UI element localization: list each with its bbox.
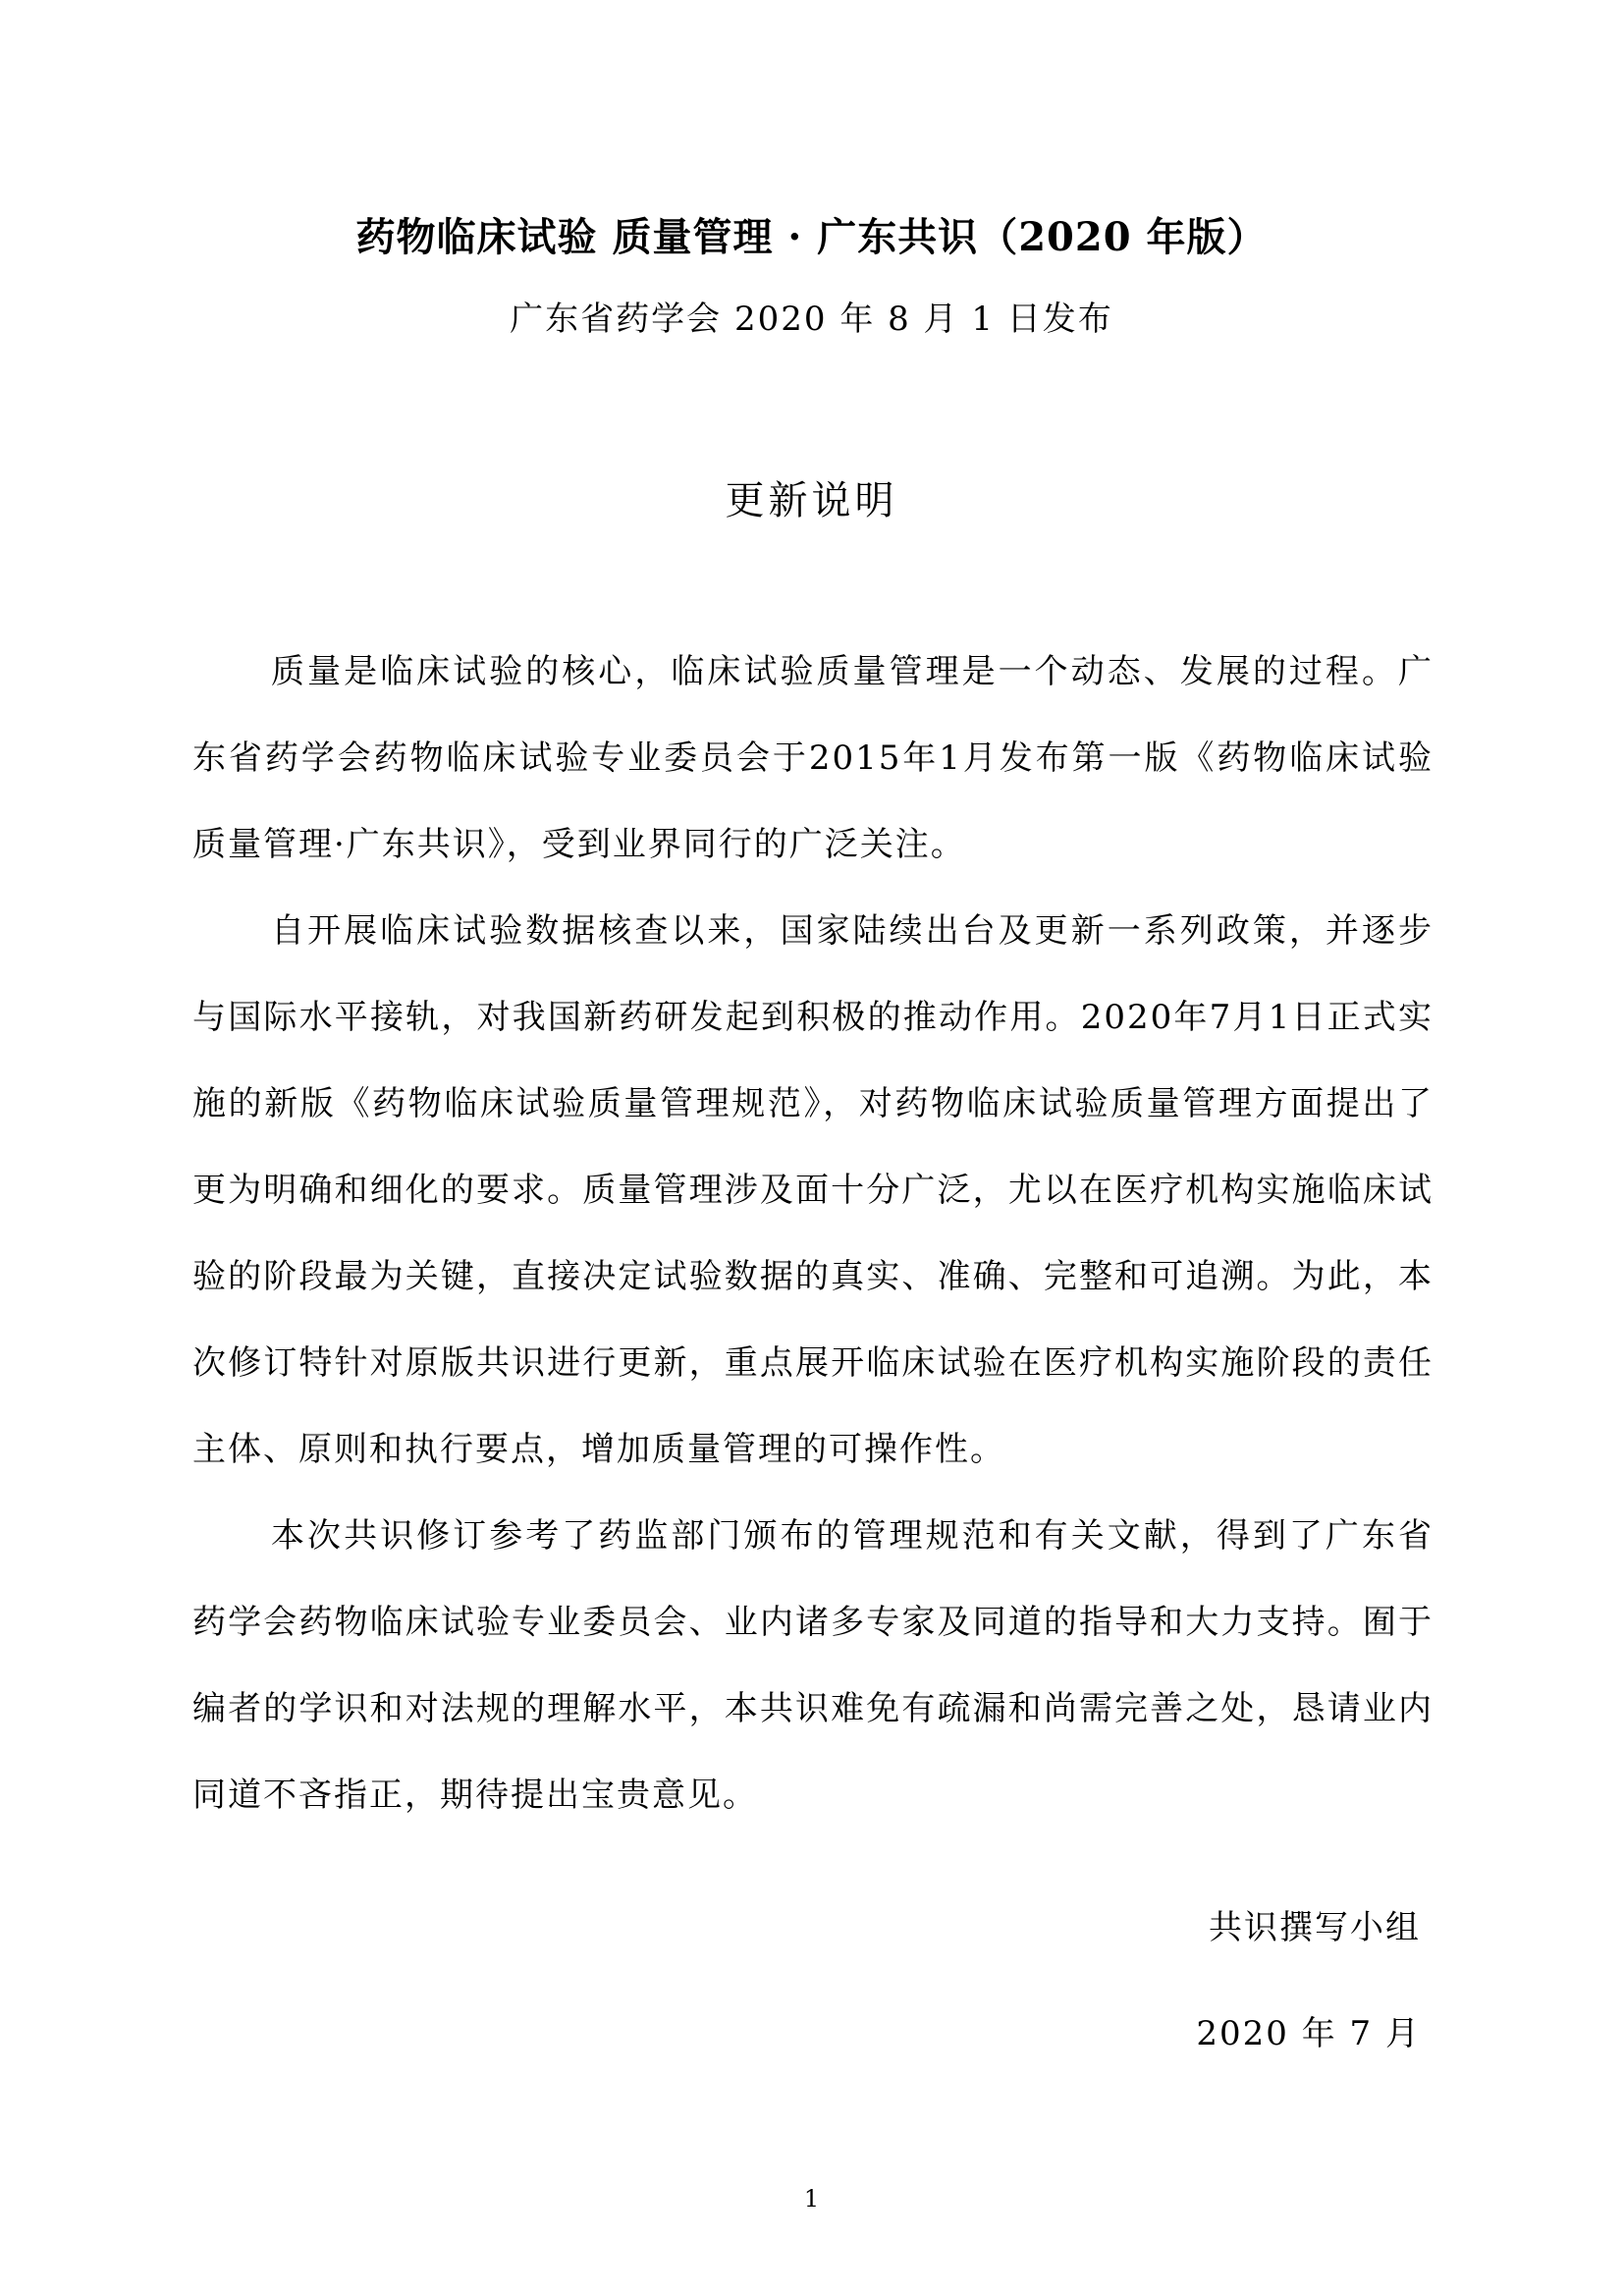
signature-author: 共识撰写小组 — [1209, 1908, 1421, 1947]
page-number: 1 — [803, 2185, 820, 2213]
paragraph-1: 质量是临床试验的核心，临床试验质量管理是一个动态、发展的过程。广东省药学会药物临床试验专业委员会于2015年1月发布第一版《药物临床试验 质量管理·广东共识》，受到业界同行的广泛关注。 — [192, 652, 1434, 864]
paragraph-3: 本次共识修订参考了药监部门颁布的管理规范和有关文献，得到了广东省药学会药物临床试验专业委员会、业内诸多专家及同道的指导和大力支持。囿于编者的学识和对法规的理解水平，本共识难免有疏漏和尚需完善之处，恳请业内同道不吝指正，期待提出宝贵意见。 — [192, 1516, 1434, 1815]
section-heading: 更新说明 — [725, 478, 898, 523]
signature-date: 2020 年 7 月 — [1196, 2014, 1421, 2053]
signature-block — [1028, 1903, 1421, 2058]
document-subtitle: 广东省药学会 2020 年 8 月 1 日发布 — [510, 300, 1113, 339]
document-title: 药物临床试验 质量管理 · 广东共识（2020 年版） — [355, 214, 1268, 260]
body-text — [192, 629, 1434, 1838]
paragraph-2: 自开展临床试验数据核查以来，国家陆续出台及更新一系列政策，并逐步与国际水平接轨，对我国新药研发起到积极的推动作用。2020年7月1日正式实施的新版《药物临床试验质量管理规范》，对药物临床试验质量管理方面提出了更为明确和细化的要求。质量管理涉及面十分广泛，尤以在医疗机构实施临床试验的阶段最为关键，直接决定试验数据的真实、准确、完整和可追溯。为此，本次修订特针对原版共识进行更新，重点展开临床试验在医疗机构实施阶段的责任主体、原则和执行要点，增加质量管理的可操作性。 — [192, 911, 1434, 1469]
